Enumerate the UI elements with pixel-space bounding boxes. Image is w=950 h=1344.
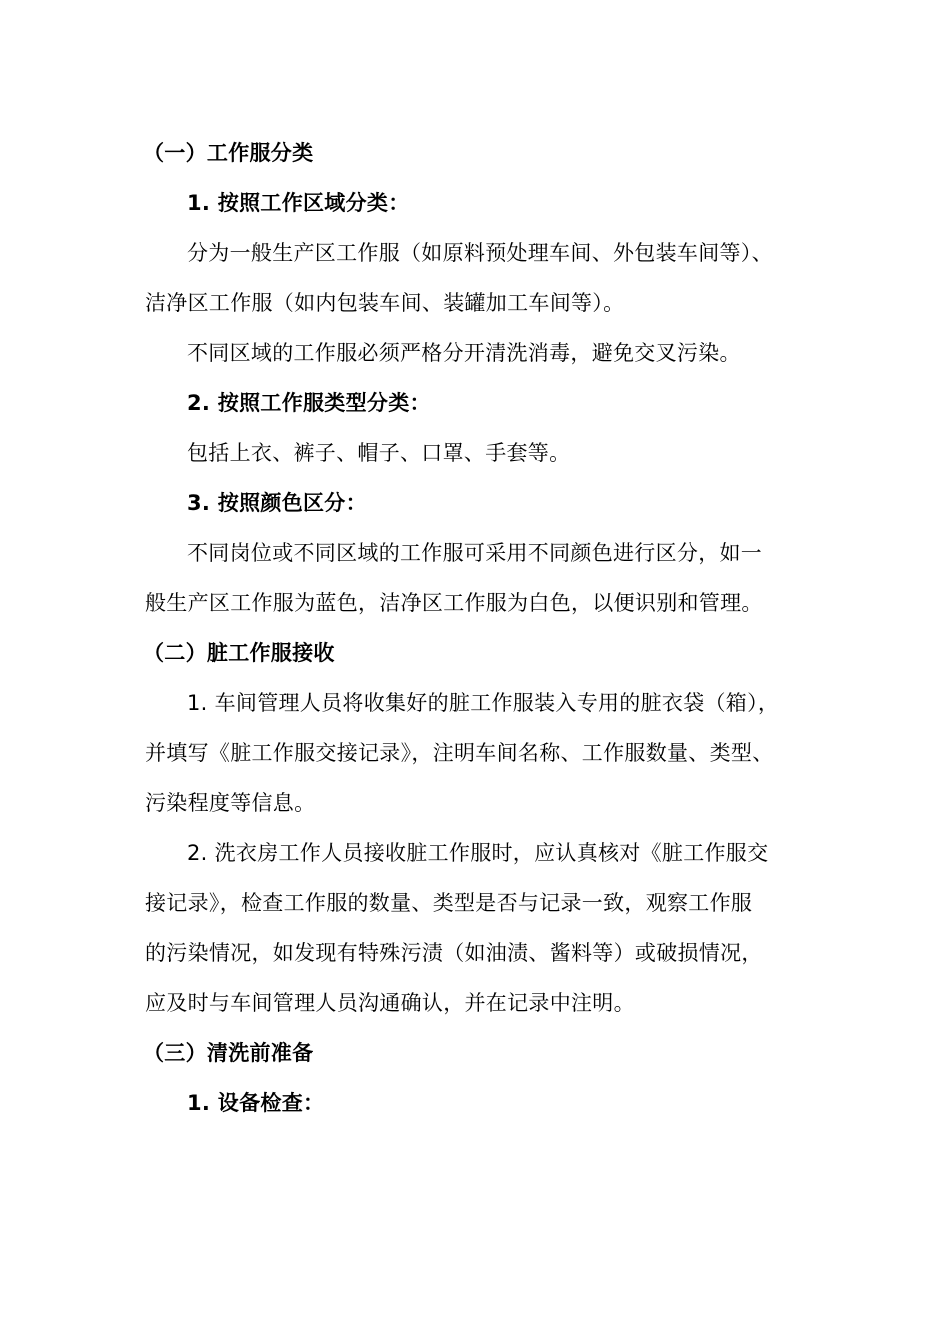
subheading-color: 3. 按照颜色区分： — [187, 491, 367, 515]
paragraph-line: 洁净区工作服（如内包装车间、装罐加工车间等）。 — [145, 291, 625, 315]
paragraph-line: 接记录》，检查工作服的数量、类型是否与记录一致，观察工作服 — [145, 891, 753, 915]
document-body — [145, 128, 825, 1128]
section-heading-1: （一）工作服分类 — [143, 141, 314, 165]
paragraph-line: 应及时与车间管理人员沟通确认，并在记录中注明。 — [145, 991, 635, 1015]
section-heading-2: （二）脏工作服接收 — [143, 641, 335, 665]
subheading-work-area: 1. 按照工作区域分类： — [187, 191, 410, 215]
paragraph-line: 的污染情况，如发现有特殊污渍（如油渍、酱料等）或破损情况， — [145, 941, 763, 965]
paragraph-line: 包括上衣、裤子、帽子、口罩、手套等。 — [187, 441, 571, 465]
paragraph-line: 1. 车间管理人员将收集好的脏工作服装入专用的脏衣袋（箱）， — [187, 691, 780, 715]
subheading-equipment-check: 1. 设备检查： — [187, 1091, 325, 1115]
section-heading-3: （三）清洗前准备 — [143, 1041, 314, 1065]
paragraph-line: 不同岗位或不同区域的工作服可采用不同颜色进行区分，如一 — [187, 541, 763, 565]
paragraph-line: 般生产区工作服为蓝色，洁净区工作服为白色，以便识别和管理。 — [145, 591, 763, 615]
paragraph-line: 并填写《脏工作服交接记录》，注明车间名称、工作服数量、类型、 — [145, 741, 774, 765]
paragraph-line: 不同区域的工作服必须严格分开清洗消毒，避免交叉污染。 — [187, 341, 741, 365]
subheading-clothing-type: 2. 按照工作服类型分类： — [187, 391, 431, 415]
paragraph-line: 分为一般生产区工作服（如原料预处理车间、外包装车间等）、 — [187, 241, 773, 265]
paragraph-line: 污染程度等信息。 — [145, 791, 316, 815]
paragraph-line: 2. 洗衣房工作人员接收脏工作服时，应认真核对《脏工作服交 — [187, 841, 769, 865]
